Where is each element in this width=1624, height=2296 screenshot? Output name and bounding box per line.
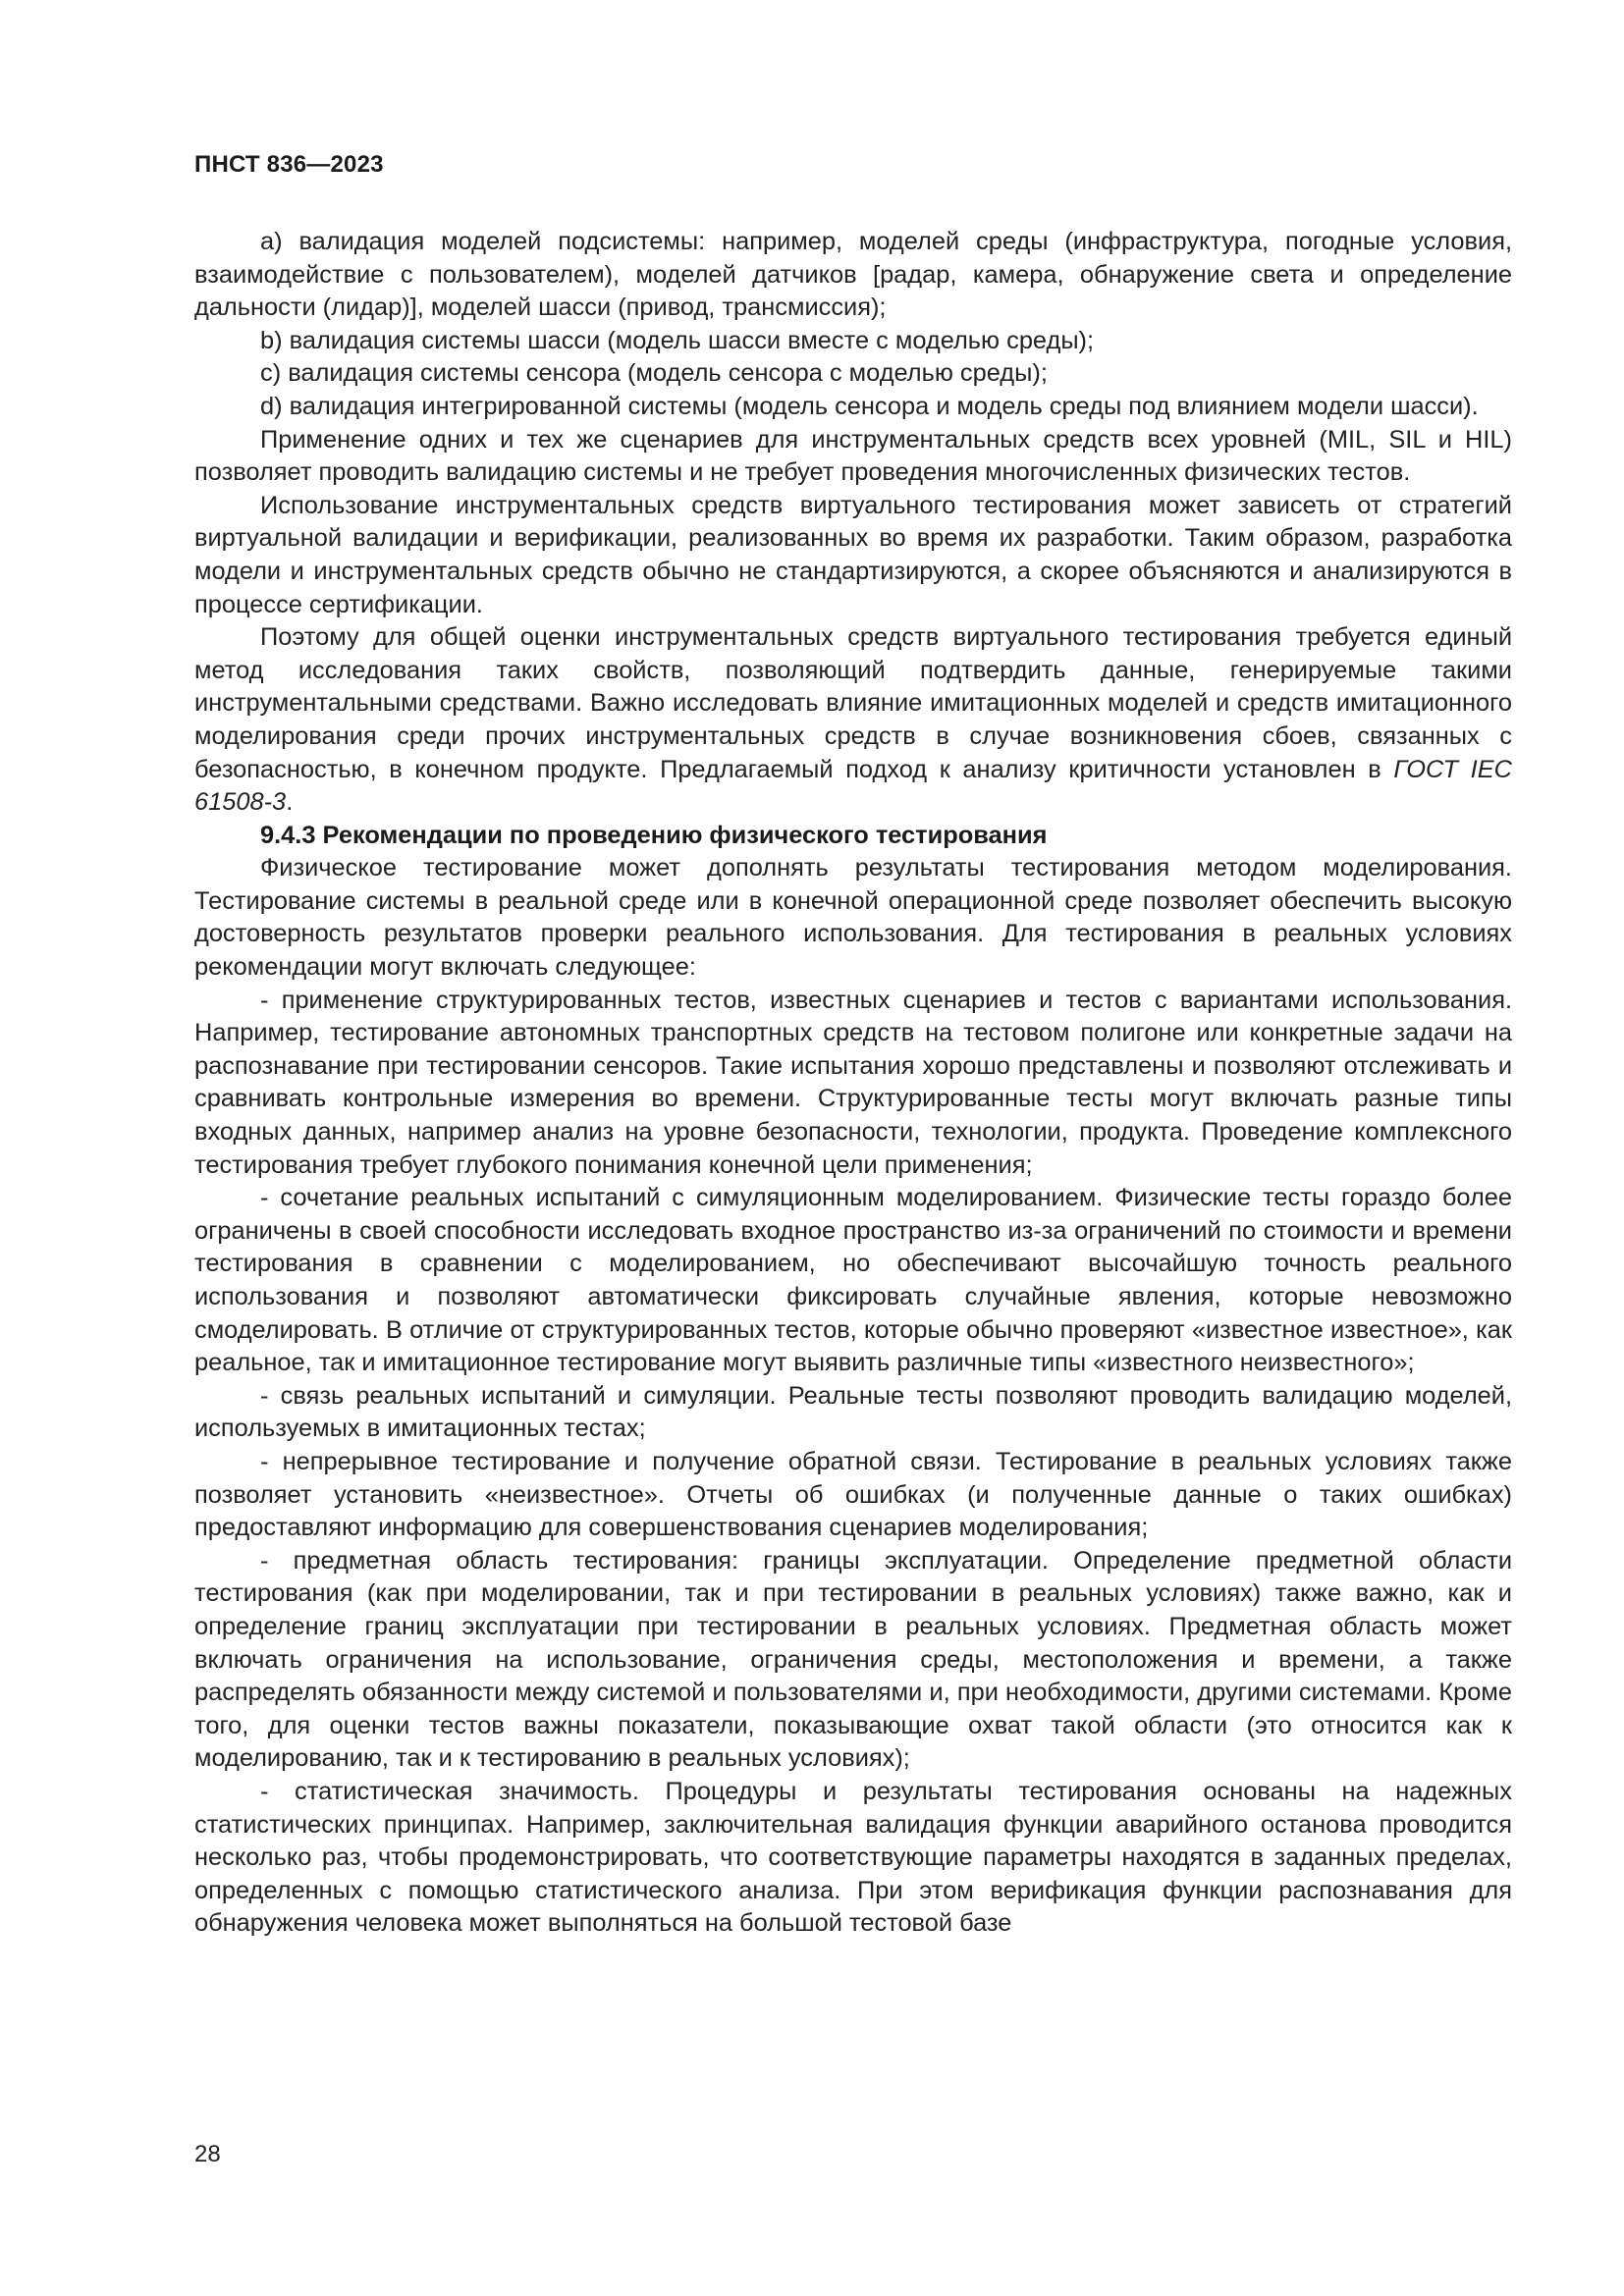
list-item-d: d) валидация интегрированной системы (модель сенсора и модель среды под влиянием модели шасси). [260,392,1479,420]
bullet-real-and-simulation: - сочетание реальных испытаний с симуляционным моделированием. Физические тесты гораздо более ограничены в своей способности исследовать входное пространство из-за ограничений по стоимости и времени тестирования в сравнении с моделированием, но обеспечивают высочайшую точность реального использования и позволяют автоматически фиксировать случайные явления, которые невозможно смоделировать. В отличие от структурированных тестов, которые обычно проверяют «известное известное», как реальное, так и имитационное тестирование могут выявить различные типы «известного неизвестного»; [194,1184,1512,1377]
document-header: ПНСТ 836—2023 [194,151,384,178]
bullet-domain-boundaries: - предметная область тестирования: границы эксплуатации. Определение предметной области тестирования (как при моделировании, так и при тестировании в реальных условиях) также важно, как и определение границ эксплуатации при тестировании в реальных условиях. Предметная область может включать ограничения на использование, ограничения среды, местоположения и времени, а также распределять обязанности между системой и пользователями и, при необходимости, другими системами. Кроме того, для оценки тестов важны показатели, показывающие охват такой области (это относится как к моделированию, так и к тестированию в реальных условиях); [194,1546,1512,1773]
bullet-continuous-testing: - непрерывное тестирование и получение обратной связи. Тестирование в реальных условиях также позволяет установить «неизвестное». Отчеты об ошибках (и полученные данные о таких ошибках) предоставляют информацию для совершенствования сценариев моделирования; [194,1447,1512,1542]
bullet-link-real-simulation: - связь реальных испытаний и симуляции. Реальные тесты позволяют проводить валидацию моделей, используемых в имитационных тестах; [194,1381,1512,1443]
page-number: 28 [194,2141,221,2167]
paragraph-virtual-tools: Использование инструментальных средств виртуального тестирования может зависеть от стратегий виртуальной валидации и верификации, реализованных во время их разработки. Таким образом, разработка модели и инструментальных средств обычно не стандартизируются, а скорее объясняются и анализируются в процессе сертификации. [194,491,1512,618]
list-item-a: a) валидация моделей подсистемы: например, моделей среды (инфраструктура, погодные условия, взаимодействие с пользователем), моделей датчиков [радар, камера, обнаружение света и определение дальности (лидар)], моделей шасси (привод, трансмиссия); [194,228,1512,322]
paragraph-evaluation-end: . [286,788,294,817]
document-body [194,226,1512,1941]
section-heading: 9.4.3 Рекомендации по проведению физического тестирования [260,821,1048,849]
paragraph-scenarios: Применение одних и тех же сценариев для инструментальных средств всех уровней (MIL, SIL и HIL) позволяет проводить валидацию системы и не требует проведения многочисленных физических тестов. [194,425,1512,487]
bullet-statistical-significance: - статистическая значимость. Процедуры и результаты тестирования основаны на надежных статистических принципах. Например, заключительная валидация функции аварийного останова проводится несколько раз, чтобы продемонстрировать, что соответствующие параметры находятся в заданных пределах, определенных с помощью статистического анализа. При этом верификация функции распознавания для обнаружения человека может выполняться на большой тестовой базе [194,1777,1512,1938]
bullet-structured-tests: - применение структурированных тестов, известных сценариев и тестов с вариантами использования. Например, тестирование автономных транспортных средств на тестовом полигоне или конкретные задачи на распознавание при тестировании сенсоров. Такие испытания хорошо представлены и позволяют отслеживать и сравнивать контрольные измерения во времени. Структурированные тесты могут включать разные типы входных данных, например анализ на уровне безопасности, технологии, продукта. Проведение комплексного тестирования требует глубокого понимания конечной цели применения; [194,986,1512,1179]
standard-reference: ГОСТ IEC 61508-3 [194,755,1512,817]
list-item-c: c) валидация системы сенсора (модель сенсора с моделью среды); [260,359,1048,388]
paragraph-evaluation-text: Поэтому для общей оценки инструментальных средств виртуального тестирования требуется единый метод исследования таких свойств, позволяющий подтвердить данные, генерируемые такими инструментальными средствами. Важно исследовать влияние имитационных моделей и средств имитационного моделирования среди прочих инструментальных средств в случае возникновения сбоев, связанных с безопасностью, в конечном продукте. Предлагаемый подход к анализу критичности установлен в [194,623,1512,783]
paragraph-physical-testing: Физическое тестирование может дополнять результаты тестирования методом моделирования. Тестирование системы в реальной среде или в конечной операционной среде позволяет обеспечить высокую достоверность результатов проверки реального использования. Для тестирования в реальных условиях рекомендации могут включать следующее: [194,854,1512,982]
list-item-b: b) валидация системы шасси (модель шасси вместе с моделью среды); [260,326,1095,354]
paragraph-evaluation [194,621,1512,820]
